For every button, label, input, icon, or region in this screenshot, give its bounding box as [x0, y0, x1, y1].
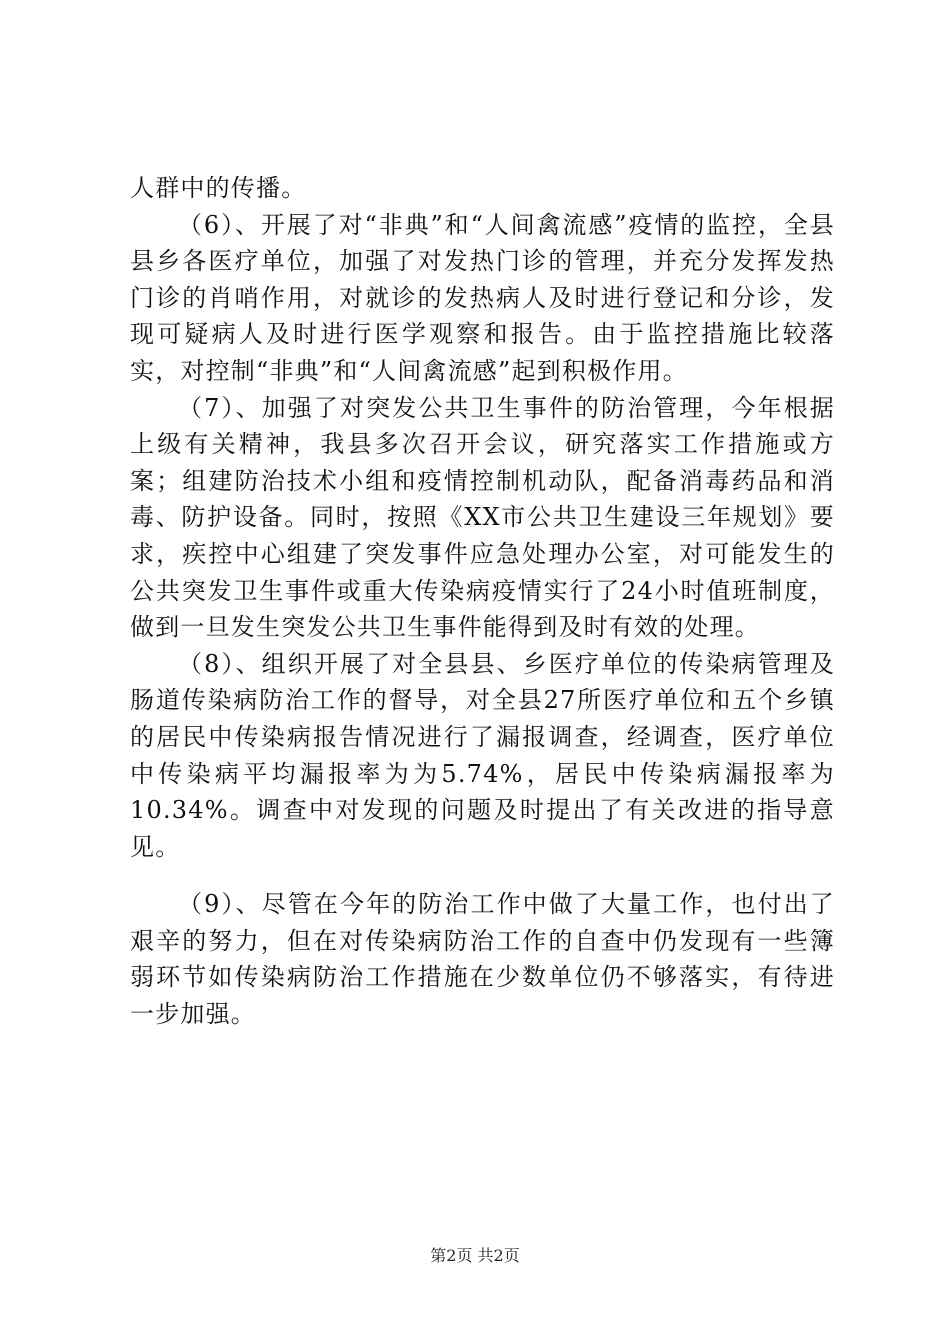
paragraph-continuation: 人群中的传播。 [130, 174, 307, 202]
paragraph-8: （8）、组织开展了对全县县、乡医疗单位的传染病管理及肠道传染病防治工作的督导，对全县27所医疗单位和五个乡镇的居民中传染病报告情况进行了漏报调查，经调查，医疗单位中传染病平均漏报率为为5.74%，居民中传染病漏报率为10.34%。调查中对发现的问题及时提出了有关改进的指导意见。 [130, 649, 835, 861]
paragraph-7: （7）、加强了对突发公共卫生事件的防治管理，今年根据上级有关精神，我县多次召开会议，研究落实工作措施或方案；组建防治技术小组和疫情控制机动队，配备消毒药品和消毒、防护设备。同时，按照《XX市公共卫生建设三年规划》要求，疾控中心组建了突发事件应急处理办公室，对可能发生的公共突发卫生事件或重大传染病疫情实行了24小时值班制度，做到一旦发生突发公共卫生事件能得到及时有效的处理。 [130, 393, 835, 642]
document-body [130, 170, 835, 1033]
paragraph-6: （6）、开展了对“非典”和“人间禽流感”疫情的监控，全县县乡各医疗单位，加强了对发热门诊的管理，并充分发挥发热门诊的肖哨作用，对就诊的发热病人及时进行登记和分诊，发现可疑病人及时进行医学观察和报告。由于监控措施比较落实，对控制“非典”和“人间禽流感”起到积极作用。 [130, 210, 835, 385]
page-footer: 第2页 共2页 [430, 1246, 520, 1265]
paragraph-9: （9）、尽管在今年的防治工作中做了大量工作，也付出了艰辛的努力，但在对传染病防治工作的自查中仍发现有一些簿弱环节如传染病防治工作措施在少数单位仍不够落实，有待进一步加强。 [130, 890, 835, 1029]
